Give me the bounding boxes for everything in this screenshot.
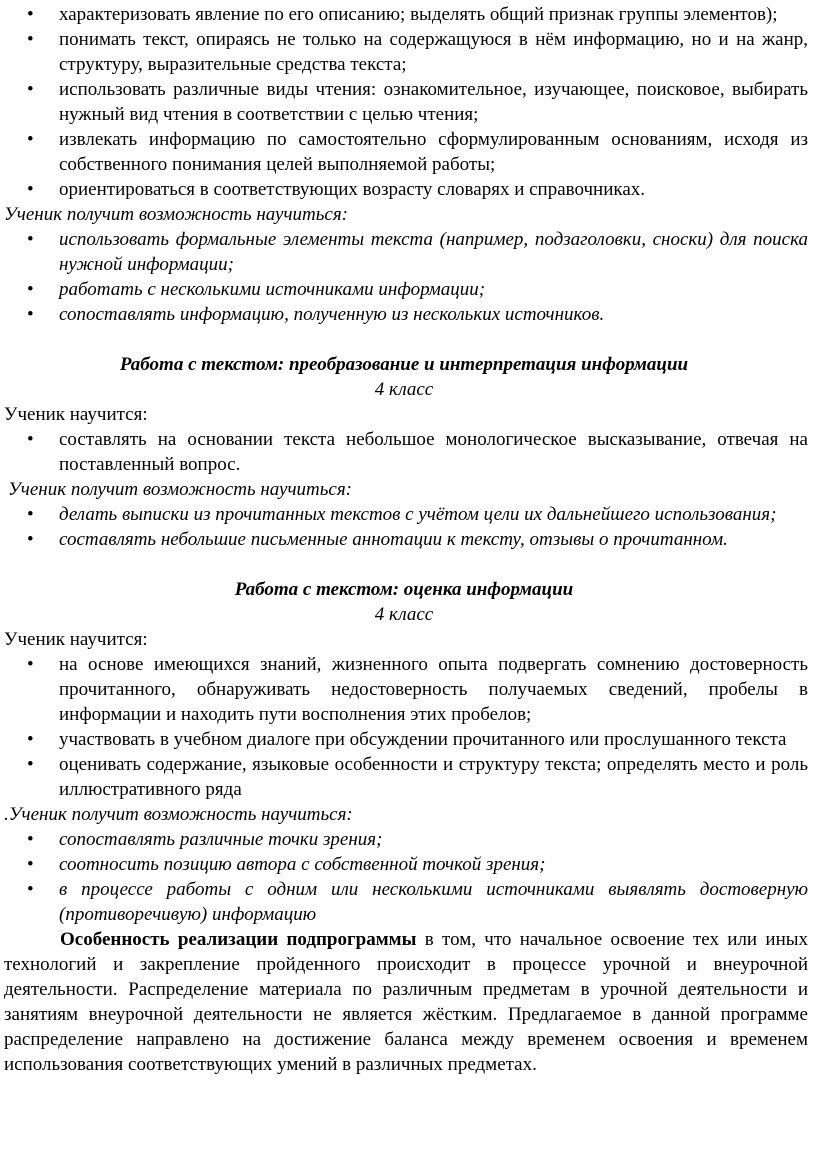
list-item: • сопоставлять различные точки зрения; <box>0 827 816 852</box>
opportunity-label: Ученик получит возможность научиться: <box>4 204 348 225</box>
list-item: • сопоставлять информацию, полученную из нескольких источников. <box>0 302 816 327</box>
list-item: • понимать текст, опираясь не только на содержащуюся в нём информацию, но и на жанр, структуру, выразительные средства текста; <box>0 27 816 77</box>
section1-learn-list <box>0 427 816 477</box>
section-heading: Работа с текстом: оценка информации <box>234 579 574 600</box>
list-item: • характеризовать явление по его описанию; выделять общий признак группы элементов); <box>0 2 816 27</box>
learn-label: Ученик научится: <box>4 629 148 650</box>
list-item: • составлять на основании текста небольшое монологическое высказывание, отвечая на поставленный вопрос. <box>0 427 816 477</box>
section-heading: Работа с текстом: преобразование и интерпретация информации <box>119 354 689 375</box>
list-item: • извлекать информацию по самостоятельно сформулированным основаниям, исходя из собственного понимания целей выполняемой работы; <box>0 127 816 177</box>
intro-opportunity-list <box>0 227 816 327</box>
section2-opportunity-list <box>0 827 816 927</box>
section2-learn-list <box>0 652 816 802</box>
list-item: • оценивать содержание, языковые особенности и структуру текста; определять место и роль иллюстративного ряда <box>0 752 816 802</box>
closing-bold-lead: Особенность реализации подпрограммы <box>60 929 417 950</box>
list-item: • работать с несколькими источниками информации; <box>0 277 816 302</box>
opportunity-label: .Ученик получит возможность научиться: <box>4 804 353 825</box>
list-item: • соотносить позицию автора с собственной точкой зрения; <box>0 852 816 877</box>
list-item: • в процессе работы с одним или несколькими источниками выявлять достоверную (противоречивую) информацию <box>0 877 816 927</box>
list-item: • на основе имеющихся знаний, жизненного опыта подвергать сомнению достоверность прочитанного, обнаруживать недостоверность получаемых сведений, пробелы в информации и находить пути восполнения этих пробелов; <box>0 652 816 727</box>
list-item: • использовать различные виды чтения: ознакомительное, изучающее, поисковое, выбирать нужный вид чтения в соответствии с целью чтения; <box>0 77 816 127</box>
list-item: • ориентироваться в соответствующих возрасту словарях и справочниках. <box>0 177 816 202</box>
section-grade: 4 класс <box>374 379 434 400</box>
list-item: • составлять небольшие письменные аннотации к тексту, отзывы о прочитанном. <box>0 527 816 552</box>
intro-skill-list <box>0 2 816 202</box>
closing-paragraph <box>0 927 816 1077</box>
section-grade: 4 класс <box>374 604 434 625</box>
list-item: • делать выписки из прочитанных текстов с учётом цели их дальнейшего использования; <box>0 502 816 527</box>
learn-label: Ученик научится: <box>4 404 148 425</box>
opportunity-label: Ученик получит возможность научиться: <box>8 479 352 500</box>
closing-text: в том, что начальное освоение тех или иных технологий и закрепление пройденного происходит в процессе урочной и внеурочной деятельности. Распределение материала по различным предметам в урочной деятельности и занятиям внеурочной деятельности не является жёстким. Предлагаемое в данной программе распределение направлено на достижение баланса между временем освоения и временем использования соответствующих умений в различных предметах. <box>4 929 809 1075</box>
section1-opportunity-list <box>0 502 816 552</box>
list-item: • использовать формальные элементы текста (например, подзаголовки, сноски) для поиска нужной информации; <box>0 227 816 277</box>
list-item: • участвовать в учебном диалоге при обсуждении прочитанного или прослушанного текста <box>0 727 816 752</box>
